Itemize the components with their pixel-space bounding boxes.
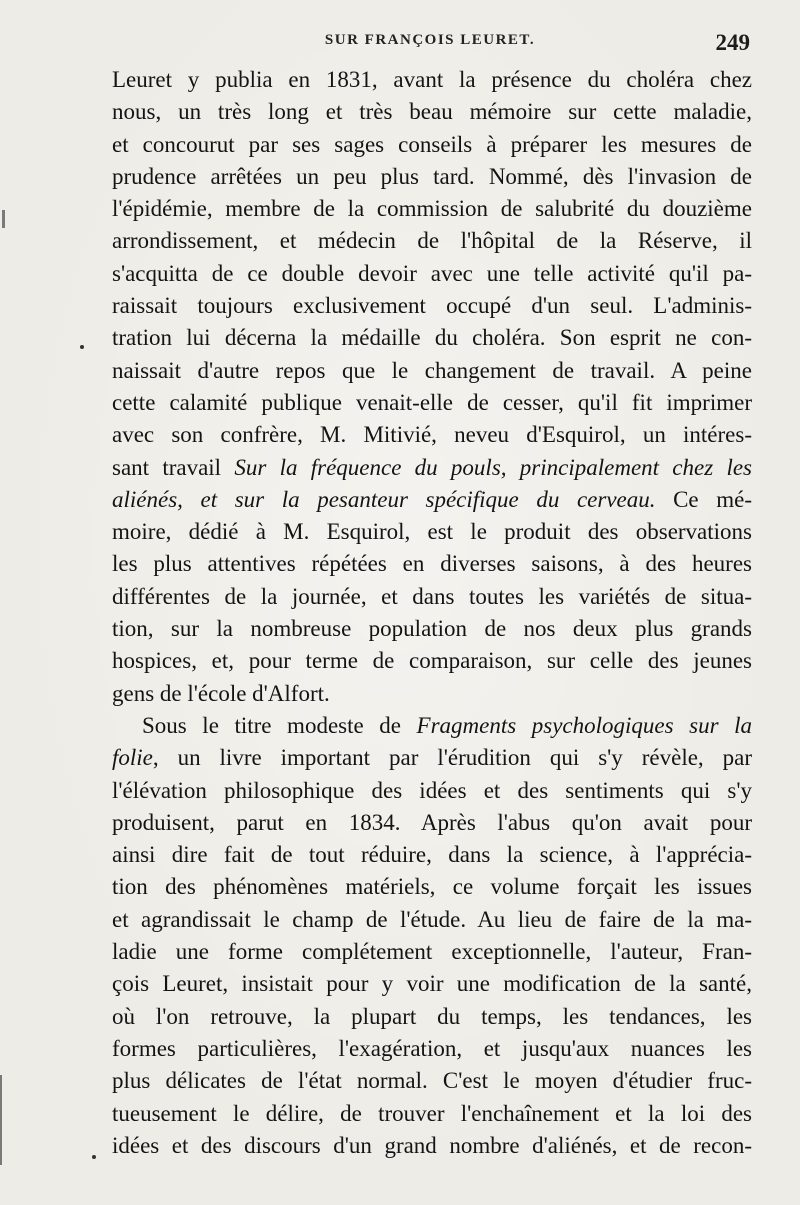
text-run: sant travail	[112, 454, 235, 480]
text-line: tion, sur la nombreuse population de nos deux plus grands	[112, 616, 752, 642]
text-line: et agrandissait le champ de l'étude. Au lieu de faire de la ma-	[112, 906, 752, 932]
text-line: tration lui décerna la médaille du choléra. Son esprit ne con-	[112, 325, 752, 351]
margin-speck	[92, 1155, 96, 1159]
italic-title-run: Fragments psychologiques sur la	[416, 712, 752, 738]
text-line	[112, 452, 752, 484]
text-line: plus délicates de l'état normal. C'est le moyen d'étudier fruc-	[112, 1068, 752, 1094]
text-line: et concourut par ses sages conseils à préparer les mesures de	[112, 131, 752, 157]
text-line: produisent, parut en 1834. Après l'abus qu'on avait pour	[112, 809, 752, 835]
text-line: hospices, et, pour terme de comparaison, sur celle des jeunes	[112, 648, 752, 674]
text-line: où l'on retrouve, la plupart du temps, les tendances, les	[112, 1003, 752, 1029]
paragraph-first-line	[112, 710, 752, 742]
page-number: 249	[715, 30, 750, 55]
italic-title-run: Sur la fréquence du pouls, principalement chez les	[234, 454, 752, 480]
text-line: avec son confrère, M. Mitivié, neveu d'Esquirol, un intéres-	[112, 422, 752, 448]
text-line: cette calamité publique venait-elle de cesser, qu'il fit imprimer	[112, 389, 752, 415]
text-line	[112, 484, 752, 516]
text-run: Ce mé-	[655, 486, 752, 512]
text-run: Sous le titre modeste de	[142, 712, 417, 738]
text-line: arrondissement, et médecin de l'hôpital de la Réserve, il	[112, 228, 752, 254]
text-line: idées et des discours d'un grand nombre d'aliénés, et de recon-	[112, 1132, 752, 1158]
text-line: çois Leuret, insistait pour y voir une modification de la santé,	[112, 971, 752, 997]
italic-title-run: folie	[112, 745, 153, 771]
text-line: s'acquitta de ce double devoir avec une telle activité qu'il pa-	[112, 260, 752, 286]
text-line: l'épidémie, membre de la commission de salubrité du douzième	[112, 196, 752, 222]
page-edge-mark	[2, 210, 5, 228]
text-line: nous, un très long et très beau mémoire sur cette maladie,	[112, 99, 752, 125]
text-line: formes particulières, l'exagération, et jusqu'aux nuances les	[112, 1035, 752, 1061]
text-line: raissait toujours exclusivement occupé d'un seul. L'adminis-	[112, 293, 752, 319]
text-line: Leuret y publia en 1831, avant la présence du choléra chez	[112, 67, 752, 92]
text-line: l'élévation philosophique des idées et des sentiments qui s'y	[112, 777, 752, 803]
text-line	[112, 742, 752, 774]
running-head: SUR FRANÇOIS LEURET.	[324, 32, 536, 48]
text-line: les plus attentives répétées en diverses saisons, à des heures	[112, 551, 752, 577]
text-run: , un livre important par l'érudition qui s'y révèle, par	[152, 745, 752, 771]
italic-title-run: aliénés, et sur la pesanteur spécifique du cerveau.	[112, 486, 656, 512]
text-line: ainsi dire fait de tout réduire, dans la science, à l'apprécia-	[112, 842, 752, 868]
text-line: ladie une forme complétement exceptionnelle, l'auteur, Fran-	[112, 939, 752, 965]
page-edge-mark	[0, 1075, 2, 1165]
text-line: prudence arrêtées un peu plus tard. Nommé, dès l'invasion de	[112, 163, 752, 189]
paragraph-last-line: gens de l'école d'Alfort.	[112, 680, 330, 706]
body-text	[112, 64, 752, 1162]
text-line: moire, dédié à M. Esquirol, est le produit des observations	[112, 519, 752, 545]
text-line: tueusement le délire, de trouver l'enchaînement et la loi des	[112, 1100, 752, 1126]
text-line: naissait d'autre repos que le changement de travail. A peine	[112, 357, 752, 383]
margin-speck	[80, 345, 84, 349]
text-line: différentes de la journée, et dans toutes les variétés de situa-	[112, 583, 752, 609]
text-line: tion des phénomènes matériels, ce volume forçait les issues	[112, 874, 752, 900]
